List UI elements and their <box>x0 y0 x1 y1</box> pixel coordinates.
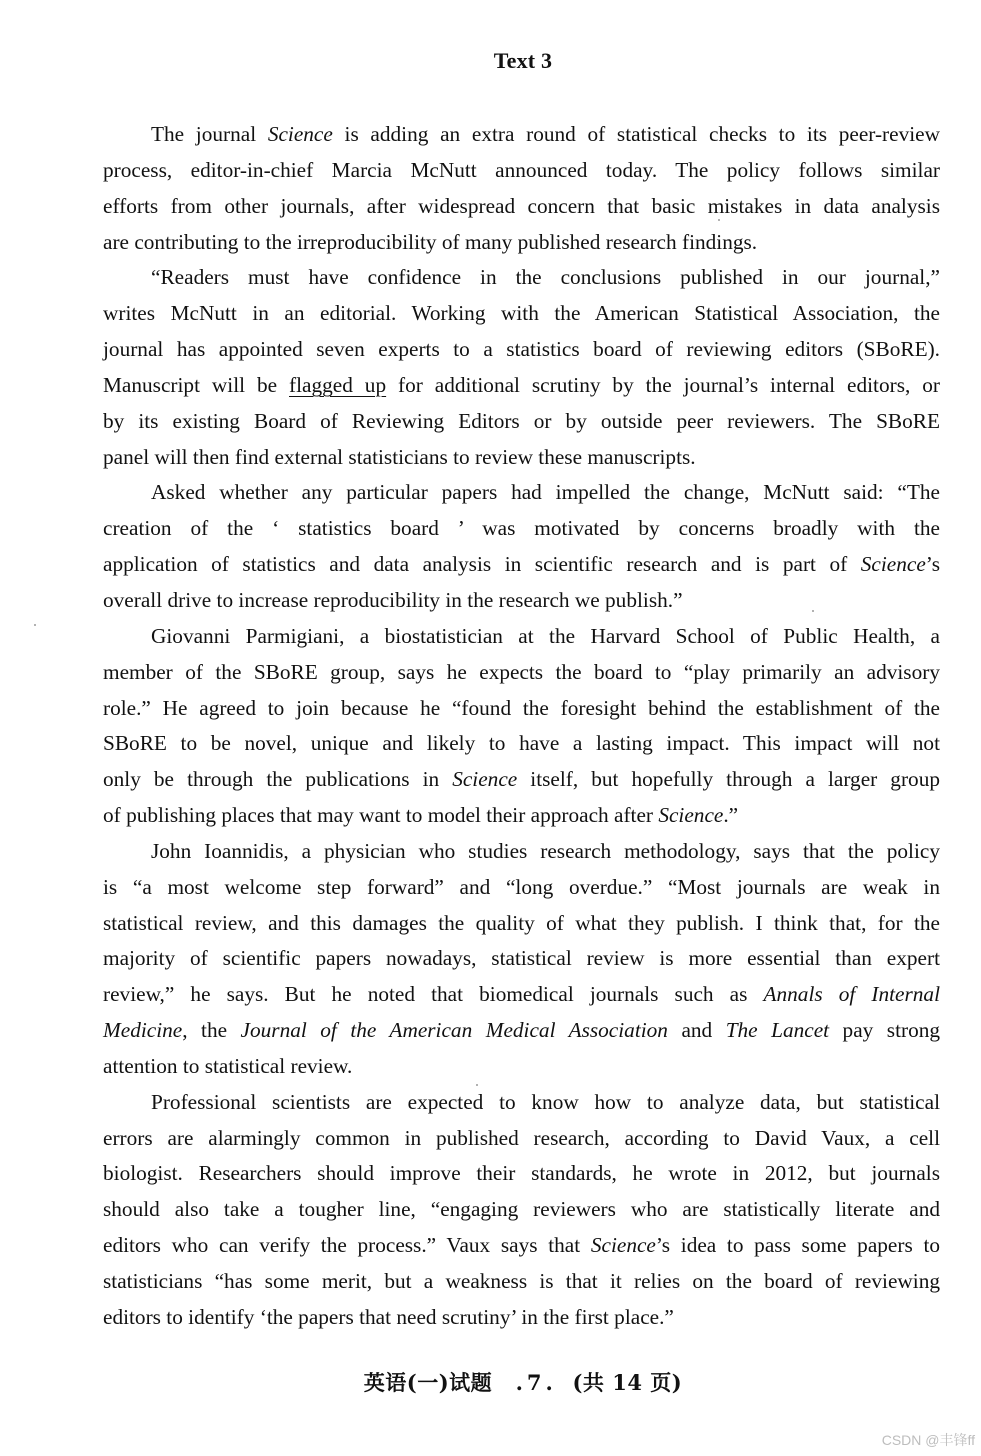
italic-title: Science <box>860 552 926 577</box>
text-run: should also take a tougher line, “engaging reviewers who are statistically literate and <box>103 1197 940 1222</box>
text-line <box>103 296 940 332</box>
text-run: Manuscript will be <box>103 372 290 397</box>
text-line <box>103 762 940 798</box>
text-line <box>103 189 940 225</box>
text-line <box>103 332 940 368</box>
text-run: itself, but hopefully through a larger group <box>517 767 940 792</box>
scan-speck <box>812 610 814 612</box>
text-run: “Readers must have confidence in the conclusions published in our journal,” <box>151 265 940 290</box>
text-line <box>103 619 940 655</box>
text-line <box>103 691 940 727</box>
text-run: statisticians “has some merit, but a weakness is that it relies on the board of reviewing <box>103 1269 940 1293</box>
paragraph <box>103 117 940 260</box>
text-run: .” <box>723 803 739 828</box>
text-run: attention to statistical review. <box>103 1053 353 1078</box>
text-run: Giovanni Parmigiani, a biostatistician at the Harvard School of Public Health, a <box>151 623 940 648</box>
text-run: of publishing places that may want to model their approach after <box>103 803 659 828</box>
text-run: John Ioannidis, a physician who studies research methodology, says that the policy <box>151 838 940 863</box>
text-run: , the <box>182 1018 241 1043</box>
italic-title: The Lancet <box>725 1018 830 1043</box>
italic-title: Science <box>590 1233 656 1258</box>
text-run: Professional scientists are expected to know how to analyze data, but statistical <box>151 1089 940 1114</box>
text-run: editors to identify ‘the papers that need scrutiny’ in the first place.” <box>103 1304 674 1329</box>
text-run: errors are alarmingly common in published research, according to David Vaux, a cell <box>103 1125 940 1150</box>
article-body <box>103 117 940 1336</box>
text-run: overall drive to increase reproducibility in the research we publish.” <box>103 587 683 612</box>
text-line <box>103 368 940 404</box>
text-run: is adding an extra round of statistical checks to its peer-review <box>332 122 940 146</box>
underlined-phrase: flagged up <box>289 372 387 397</box>
italic-title: Science <box>452 767 518 792</box>
text-line <box>103 1300 940 1336</box>
scan-speck <box>476 1084 478 1086</box>
text-run: by its existing Board of Reviewing Editors or by outside peer reviewers. The SBoRE <box>103 408 940 433</box>
italic-title: Journal of the American Medical Association <box>240 1018 668 1043</box>
text-line <box>103 117 940 153</box>
text-run: ’s idea to pass some papers to <box>655 1233 941 1258</box>
text-run: writes McNutt in an editorial. Working with the American Statistical Association, the <box>103 301 940 326</box>
text-line <box>103 440 940 476</box>
text-run: editors who can verify the process.” Vaux says that <box>103 1233 591 1258</box>
text-line <box>103 547 940 583</box>
text-run: are contributing to the irreproducibility of many published research findings. <box>103 229 758 254</box>
footer-subject: 英语(一)试题 <box>363 1370 493 1395</box>
text-line <box>103 1156 940 1192</box>
text-run: biologist. Researchers should improve their standards, he wrote in 2012, but journals <box>103 1161 940 1186</box>
text-run: pay strong <box>829 1018 941 1043</box>
italic-title: Annals of Internal <box>763 982 940 1007</box>
text-run: review,” he says. But he noted that biomedical journals such as <box>103 982 764 1007</box>
footer-page-number: .7. <box>515 1370 557 1395</box>
text-run: ’s <box>925 552 940 577</box>
text-line <box>103 798 940 834</box>
text-line <box>103 906 940 942</box>
text-line <box>103 1121 940 1157</box>
text-run: and <box>667 1018 726 1043</box>
text-run: application of statistics and data analysis in scientific research and is part of <box>103 552 861 577</box>
italic-title: Science <box>658 803 724 828</box>
text-line <box>103 1049 940 1085</box>
text-run: for additional scrutiny by the journal’s internal editors, or <box>386 372 940 397</box>
paragraph <box>103 619 940 834</box>
text-line <box>103 870 940 906</box>
text-run: creation of the ‘ statistics board ’ was motivated by concerns broadly with the <box>103 516 940 541</box>
text-run: efforts from other journals, after widespread concern that basic mistakes in data analysis <box>103 193 940 218</box>
text-run: panel will then find external statisticians to review these manuscripts. <box>103 444 696 469</box>
page-footer <box>0 1367 981 1397</box>
paragraph <box>103 834 940 1085</box>
text-line <box>103 726 940 762</box>
text-line <box>103 153 940 189</box>
scan-speck <box>34 624 36 626</box>
text-line <box>103 225 940 261</box>
text-line <box>103 1013 940 1049</box>
text-line <box>103 1192 940 1228</box>
text-run: process, editor-in-chief Marcia McNutt announced today. The policy follows similar <box>103 157 940 182</box>
text-run: role.” He agreed to join because he “found the foresight behind the establishment of the <box>103 695 940 720</box>
text-run: The journal <box>151 122 268 146</box>
scan-speck <box>718 219 720 221</box>
paragraph <box>103 260 940 475</box>
italic-title: Medicine <box>103 1018 183 1043</box>
text-run: majority of scientific papers nowadays, statistical review is more essential than expert <box>103 946 940 971</box>
text-line <box>103 260 940 296</box>
text-run: is “a most welcome step forward” and “long overdue.” “Most journals are weak in <box>103 874 940 899</box>
text-run: statistical review, and this damages the quality of what they publish. I think that, for the <box>103 910 940 935</box>
paragraph <box>103 1085 940 1336</box>
watermark: CSDN @丰锋ff <box>881 1432 975 1448</box>
text-run: only be through the publications in <box>103 767 453 792</box>
paragraph <box>103 475 940 618</box>
text-line <box>103 1264 940 1300</box>
footer-total-pages: (共 14 页) <box>572 1370 683 1395</box>
page-title: Text 3 <box>493 48 553 73</box>
text-line <box>103 941 940 977</box>
text-line <box>103 834 940 870</box>
text-line <box>103 1228 940 1264</box>
text-line <box>103 1085 940 1121</box>
text-line <box>103 404 940 440</box>
text-line <box>103 475 940 511</box>
text-line <box>103 583 940 619</box>
text-run: SBoRE to be novel, unique and likely to have a lasting impact. This impact will not <box>103 731 940 756</box>
text-run: member of the SBoRE group, says he expects the board to “play primarily an advisory <box>103 659 940 684</box>
text-run: Asked whether any particular papers had impelled the change, McNutt said: “The <box>151 480 940 505</box>
text-line <box>103 655 940 691</box>
italic-title: Science <box>267 122 333 146</box>
text-line <box>103 977 940 1013</box>
text-line <box>103 511 940 547</box>
text-run: journal has appointed seven experts to a statistics board of reviewing editors (SBoRE). <box>103 337 940 362</box>
